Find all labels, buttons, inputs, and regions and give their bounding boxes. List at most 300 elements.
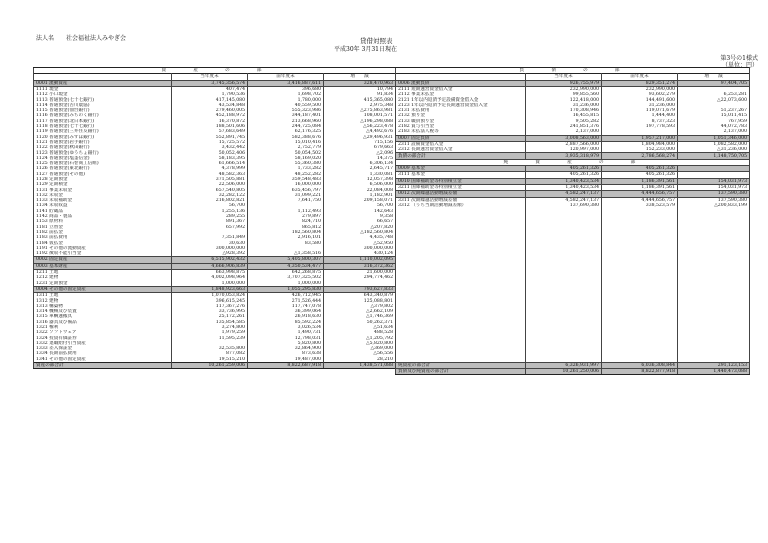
row-current: 417,145,080 <box>172 97 248 102</box>
row-prior: 8,737,323 <box>602 119 678 124</box>
row-prior: 31,236,000 <box>602 103 678 108</box>
row-label: 0010 国庫補助金等特別積立金 <box>396 178 526 184</box>
row-change: △1,746,369 <box>324 314 396 319</box>
total-current: 10,261,250,006 <box>526 369 602 375</box>
row-prior: 4,444,656,757 <box>602 197 678 203</box>
row-change: △4,492,676 <box>324 129 396 134</box>
row-prior: 1,733,282 <box>248 166 324 171</box>
row-change: △379,802 <box>324 304 396 309</box>
row-prior: 1,112,493 <box>248 209 324 214</box>
row-current: 2,137,000 <box>526 129 602 135</box>
row-prior: 824,710 <box>248 219 324 224</box>
row-label: 1332 退職給付引当資産 <box>34 341 172 346</box>
row-label: 2312 長期運営資金借入金 <box>396 147 526 153</box>
row-change: 9,358 <box>324 214 396 219</box>
total-change: 1,440,473,088 <box>678 369 750 375</box>
row-label: 2112 事業未払金 <box>396 92 526 97</box>
row-prior: 1,055,295,830 <box>248 286 324 292</box>
row-change: 125,088,801 <box>324 298 396 303</box>
row-change: △2,662,109 <box>324 309 396 314</box>
row-prior: 7,641,750 <box>248 198 324 203</box>
row-prior: 865,812 <box>248 225 324 230</box>
net-assets-title: 純 資 産 の 部 <box>396 159 750 165</box>
row-label: 0009 基本金 <box>396 166 526 172</box>
row-change: △22,073,600 <box>678 97 750 102</box>
row-current: 120,997,000 <box>526 147 602 153</box>
row-change: △182,560,804 <box>324 230 396 235</box>
row-current: 300,000,000 <box>172 246 248 251</box>
row-prior: 15,010,416 <box>248 140 324 145</box>
row-current: 25,172,261 <box>172 314 248 319</box>
row-current: 657,992 <box>172 225 248 230</box>
row-prior: △1,358,516 <box>248 251 324 257</box>
row-change: 6,306,134 <box>324 161 396 166</box>
row-label: 3111 基本金 <box>396 172 526 178</box>
row-current: 1,848,923,663 <box>172 286 248 292</box>
row-change: 430,124 <box>324 251 396 257</box>
row-prior: 3,026,534 <box>248 325 324 330</box>
row-current: 4,378,999 <box>172 166 248 171</box>
row-change: 1,110,002,095 <box>324 257 396 263</box>
row-current: 43,534,848 <box>172 103 248 108</box>
row-change: △369,000 <box>324 346 396 351</box>
row-label: 1231 定期預金 <box>34 281 172 287</box>
total-current: 6,326,931,997 <box>526 362 602 368</box>
row-label: 1212 建物 <box>34 275 172 280</box>
row-current: 926,755,979 <box>526 80 602 86</box>
total-label: 負債及び純資産の部合計 <box>396 369 526 375</box>
corp-name: 法人名 社会福祉法人みやぎ会 <box>36 35 127 42</box>
row-change: 316,372,362 <box>324 263 396 269</box>
row-change: △2,096 <box>324 150 396 155</box>
liab-net-total-row <box>396 369 750 375</box>
row-current: 19,515,210 <box>172 357 248 363</box>
row-prior: 26,918,630 <box>248 314 324 319</box>
row-prior: 85,592,224 <box>248 320 324 325</box>
row-prior: 62,176,325 <box>248 129 324 134</box>
row-current: 216,802,821 <box>172 198 248 203</box>
row-label: 1126 普通預金(東北銀行) <box>34 166 172 171</box>
row-change: 793,627,833 <box>324 286 396 292</box>
row-current: 122,418,000 <box>526 97 602 102</box>
row-label: 0012 次期繰越活動増減差額 <box>396 191 526 197</box>
row-prior: 3,707,325,502 <box>248 275 324 280</box>
row-prior: 3,416,887,611 <box>248 80 324 86</box>
row-prior: 1,698,702 <box>248 92 324 97</box>
row-change: 14,375 <box>324 156 396 161</box>
row-current: 3,274,800 <box>172 325 248 330</box>
row-prior: 36,399,064 <box>248 309 324 314</box>
row-label: 1113 普通預金(七十七銀行) <box>34 97 172 102</box>
row-current: 1,790,536 <box>172 92 248 97</box>
row-current: 4,002,098,964 <box>172 275 248 280</box>
col-header-change: 増 減 <box>678 74 750 80</box>
row-change: △200,833,199 <box>678 203 750 208</box>
row-label: 3211 国庫補助金等特別積立金 <box>396 184 526 190</box>
row-current: 232,990,000 <box>526 86 602 92</box>
row-change: 1,051,346,000 <box>678 135 750 141</box>
row-change: 2,645,717 <box>324 166 396 171</box>
row-change: 15,011,415 <box>678 113 750 118</box>
row-change: 91,834 <box>324 92 396 97</box>
row-current: 289,255 <box>172 214 248 219</box>
row-label: 1112 小口現金 <box>34 92 172 97</box>
total-change: 1,438,571,088 <box>324 363 396 369</box>
row-prior: 1,780,000 <box>248 97 324 102</box>
row-current: 56,700 <box>172 203 248 208</box>
row-change: 56,700 <box>324 203 396 208</box>
row-label: 1142 商品・製品 <box>34 214 172 219</box>
row-prior: 829,351,274 <box>602 80 678 86</box>
row-current: 32,535,800 <box>172 346 248 351</box>
row-current: 137,690,380 <box>526 203 602 208</box>
liab-title: 負 債 の 部 <box>396 68 750 74</box>
row-current: 1,000,000 <box>172 281 248 287</box>
row-prior: 359,548,483 <box>248 177 324 182</box>
row-prior: 1,804,984,000 <box>602 141 678 147</box>
row-prior: 426,712,945 <box>248 293 324 299</box>
row-current: 407,474 <box>172 86 248 92</box>
row-label: 1123 普通預金(ゆうちょ銀行) <box>34 150 172 155</box>
row-label: 1315 車輌運搬具 <box>34 314 172 319</box>
row-label: 1121 普通預金(岩手銀行) <box>34 140 172 145</box>
row-current: 30,630 <box>172 241 248 246</box>
row-change: 415,365,080 <box>324 97 396 102</box>
row-label: 0006 流動負債 <box>396 80 526 86</box>
row-change: 50,262,371 <box>324 320 396 325</box>
row-prior: 5,820,800 <box>248 341 324 346</box>
row-current: 1,340,423,534 <box>526 184 602 190</box>
row-prior: 50,054,502 <box>248 150 324 155</box>
row-change: 767,959 <box>678 119 750 124</box>
row-prior: 32,864,900 <box>248 346 324 351</box>
row-label: 1118 普通預金(七十七銀行) <box>34 124 172 129</box>
col-header-current: 当年度末 <box>172 74 248 80</box>
row-current: 891,367 <box>172 219 248 224</box>
row-label: 2311 設備資金借入金 <box>396 141 526 147</box>
row-change: 137,590,380 <box>678 197 750 203</box>
row-current: 3,008,563,000 <box>526 135 602 141</box>
row-current: 663,998,875 <box>172 269 248 275</box>
row-current: 61,666,514 <box>172 161 248 166</box>
row-current: 11,595,239 <box>172 336 248 341</box>
row-prior: 338,523,579 <box>602 203 678 208</box>
row-change: 209,158,071 <box>324 198 396 203</box>
row-label: 1314 機械及び装置 <box>34 309 172 314</box>
row-current: 877,082 <box>172 351 248 356</box>
row-change: 679,663 <box>324 145 396 150</box>
assets-table <box>33 67 396 369</box>
row-current: 4,666,906,839 <box>172 263 248 269</box>
row-prior: 635,456,797 <box>248 188 324 193</box>
row-current: 33,736,995 <box>172 309 248 314</box>
row-label: 0002 固定資産 <box>34 257 172 263</box>
row-label: 1131 事業未収金 <box>34 188 172 193</box>
row-label: 1324 投資有価証券 <box>34 336 172 341</box>
row-label: 1133 未収補助金 <box>34 198 172 203</box>
row-current: 188,501,606 <box>172 124 248 129</box>
row-label: 2123 1年以内返済予定長期運営資金借入金 <box>396 103 526 108</box>
row-prior: 1,186,391,561 <box>602 178 678 184</box>
row-current: 16,370,872 <box>172 119 248 124</box>
row-label: 2132 預り金 <box>396 113 526 118</box>
row-change: △5,820,800 <box>324 341 396 346</box>
row-label: 0004 その他の固定資産 <box>34 286 172 292</box>
row-current: 1,340,423,534 <box>526 178 602 184</box>
row-prior: 5,405,800,307 <box>248 257 324 263</box>
row-current: 657,540,805 <box>172 188 248 193</box>
row-change: △1,205,792 <box>324 336 396 341</box>
row-prior: 93,602,279 <box>602 92 678 97</box>
row-change: 328,470,963 <box>324 80 396 86</box>
row-current: 1,255,136 <box>172 209 248 214</box>
row-current: 1,979,259 <box>172 330 248 335</box>
total-prior: 6,036,308,844 <box>602 362 678 368</box>
row-change: 1,182,901 <box>324 193 396 198</box>
row-label: 1132 未収金 <box>34 193 172 198</box>
row-current: 117,367,276 <box>172 304 248 309</box>
row-label: 1182 前払金 <box>34 230 172 235</box>
row-prior: 232,990,000 <box>602 86 678 92</box>
row-change: 154,031,973 <box>678 184 750 190</box>
row-label: 2111 短期運営資金借入金 <box>396 86 526 92</box>
row-label: 1114 普通預金(古川農協) <box>34 103 172 108</box>
row-current: 3,745,356,574 <box>172 80 248 86</box>
row-change: 44,072,783 <box>678 124 750 129</box>
row-label: 1313 構築物 <box>34 304 172 309</box>
row-label: 2133 職員預り金 <box>396 119 526 124</box>
row-label: 1184 仮払金 <box>34 241 172 246</box>
row-prior: 1,957,217,000 <box>602 135 678 141</box>
row-label: 2131 未払費用 <box>396 108 526 113</box>
row-prior: 83,580 <box>248 241 324 246</box>
row-change: △31,236,000 <box>678 147 750 153</box>
row-prior: 279,897 <box>248 214 324 219</box>
row-label: 1316 器具及び備品 <box>34 320 172 325</box>
page-title: 貸借対照表 <box>360 37 393 45</box>
row-prior: 16,000,000 <box>248 182 324 187</box>
row-current: 4,582,247,137 <box>526 191 602 197</box>
row-label: 0003 基本財産 <box>34 263 172 269</box>
row-change: 12,057,398 <box>324 177 396 182</box>
row-prior: 642,268,875 <box>248 269 324 275</box>
row-current: 57,683,649 <box>172 129 248 134</box>
row-current: 7,351,849 <box>172 235 248 240</box>
row-label: 1119 普通預金(三井住友銀行) <box>34 129 172 134</box>
row-current: 99,855,560 <box>526 92 602 97</box>
row-current: 552,891,745 <box>172 135 248 140</box>
row-label: 1129 定期積金 <box>34 182 172 187</box>
row-change: △207,820 <box>324 225 396 230</box>
row-prior: 58,169,020 <box>248 156 324 161</box>
row-label: 1311 土地 <box>34 293 172 299</box>
row-prior: 2,752,779 <box>248 145 324 150</box>
row-current: 31,236,000 <box>526 103 602 108</box>
row-label: 1341 その他の固定資産 <box>34 357 172 363</box>
row-change: 66,657 <box>324 219 396 224</box>
row-change: △52,950 <box>324 241 396 246</box>
row-prior: 182,560,804 <box>248 230 324 235</box>
row-label: 1128 定期預金 <box>34 177 172 182</box>
row-change: △29,496,931 <box>324 135 396 140</box>
row-label: 1141 貯蔵品 <box>34 209 172 214</box>
row-current: 170,308,946 <box>526 108 602 113</box>
row-prior: 1,444,400 <box>602 113 678 118</box>
liabilities-table <box>395 67 750 375</box>
row-prior: 31,099,221 <box>248 193 324 198</box>
row-change: △275,863,981 <box>324 108 396 113</box>
row-change: 28,210 <box>324 357 396 363</box>
row-prior: 197,778,593 <box>602 124 678 129</box>
row-label: 1312 建物 <box>34 298 172 303</box>
unit-label: （単位：円） <box>721 62 758 69</box>
total-change: 291,123,153 <box>678 362 750 368</box>
row-prior: 12,798,031 <box>248 336 324 341</box>
row-current: 48,582,363 <box>172 172 248 177</box>
col-header-prior: 前年度末 <box>248 74 324 80</box>
row-label: 1120 普通預金(みずほ銀行) <box>34 135 172 140</box>
row-current: 3,935,318,979 <box>526 153 602 159</box>
row-change: 294,774,462 <box>324 275 396 280</box>
assets-total-row <box>34 363 396 369</box>
row-change: 22,084,008 <box>324 188 396 193</box>
row-prior: 119,071,679 <box>602 108 678 113</box>
row-change: 643,340,879 <box>324 293 396 299</box>
row-change: 2,975,348 <box>324 103 396 108</box>
row-current: 15,725,572 <box>172 140 248 145</box>
row-prior: 344,187,401 <box>248 113 324 118</box>
row-current: 9,505,282 <box>526 119 602 124</box>
row-label: 1124 普通預金(塩釜信金) <box>34 156 172 161</box>
row-prior: 555,323,986 <box>248 108 324 113</box>
row-prior: 2,786,568,274 <box>602 153 678 159</box>
row-label: 3312 （うち当期活動増減差額） <box>396 203 526 208</box>
row-current: 396,615,245 <box>172 298 248 303</box>
row-label: 3311 次期繰越活動増減差額 <box>396 197 526 203</box>
row-change: 1,148,750,705 <box>678 153 750 159</box>
row-prior: 55,360,380 <box>248 161 324 166</box>
row-change: 1,330,081 <box>324 172 396 177</box>
row-prior: 4,444,656,757 <box>602 191 678 197</box>
total-prior: 8,822,687,918 <box>248 363 324 369</box>
row-change: 6,253,281 <box>678 92 750 97</box>
row-label: 1191 その他の流動資産 <box>34 246 172 251</box>
row-prior: 1,490,731 <box>248 330 324 335</box>
row-label: 1122 普通預金(秋田銀行) <box>34 145 172 150</box>
row-label: 2182 賞与引当金 <box>396 124 526 129</box>
total-current: 10,261,259,006 <box>172 363 248 369</box>
row-label: 1115 普通預金(仙台銀行) <box>34 108 172 113</box>
row-current: 22,506,000 <box>172 182 248 187</box>
row-change: 300,000,000 <box>324 246 396 251</box>
row-change: 142,643 <box>324 209 396 214</box>
row-label: 1153 原材料 <box>34 219 172 224</box>
row-current: △928,392 <box>172 251 248 257</box>
row-label: 0001 流動資産 <box>34 80 172 86</box>
row-prior: 152,233,000 <box>602 147 678 153</box>
row-current: 50,052,406 <box>172 150 248 155</box>
row-change: 137,590,380 <box>678 191 750 197</box>
row-label: 1211 土地 <box>34 269 172 275</box>
row-prior: 117,747,078 <box>248 304 324 309</box>
row-prior: 144,491,600 <box>602 97 678 102</box>
row-current: 241,851,376 <box>526 124 602 129</box>
row-current: 32,282,122 <box>172 193 248 198</box>
row-prior: 396,680 <box>248 86 324 92</box>
row-label: 1333 差入保証金 <box>34 346 172 351</box>
row-current: 452,188,972 <box>172 113 248 118</box>
row-current: 1,070,053,824 <box>172 293 248 299</box>
row-current: 371,505,881 <box>172 177 248 182</box>
row-change: 108,001,571 <box>324 113 396 118</box>
row-change: 4,435,748 <box>324 235 396 240</box>
row-prior: 1,000,000 <box>248 281 324 287</box>
row-label: 1322 ソフトウェア <box>34 330 172 335</box>
row-current: 6,515,902,432 <box>172 257 248 263</box>
form-number: 第3号の1様式 <box>720 55 758 62</box>
row-change: 154,031,973 <box>678 178 750 184</box>
total-label: 資産の部合計 <box>34 363 172 369</box>
row-change: 2,137,000 <box>678 129 750 135</box>
col-header-current: 当年度末 <box>526 74 602 80</box>
row-prior: 873,638 <box>248 351 324 356</box>
col-header-change: 増 減 <box>324 74 396 80</box>
row-change: 488,528 <box>324 330 396 335</box>
row-prior: 271,526,444 <box>248 298 324 303</box>
total-label: 純資産の部合計 <box>396 362 526 368</box>
row-prior: 19,487,000 <box>248 357 324 363</box>
row-label: 1127 普通預金(その他) <box>34 172 172 177</box>
row-change: 21,600,000 <box>324 269 396 275</box>
row-change: 10,794 <box>324 86 396 92</box>
row-label: 1181 立替金 <box>34 225 172 230</box>
row-label: 1183 前払費用 <box>34 235 172 240</box>
row-label: 0007 固定負債 <box>396 135 526 141</box>
row-current: 58,183,395 <box>172 156 248 161</box>
row-change: △56,223,478 <box>324 124 396 129</box>
row-current: 135,854,585 <box>172 320 248 325</box>
row-change: 1,082,582,000 <box>678 141 750 147</box>
row-label: 2121 1年以内返済予定設備資金借入金 <box>396 97 526 102</box>
row-label: 負債の部合計 <box>396 153 526 159</box>
row-current: 405,261,326 <box>526 166 602 172</box>
row-prior: 582,388,676 <box>248 135 324 140</box>
row-change: 97,404,705 <box>678 80 750 86</box>
row-prior: 1,186,391,561 <box>602 184 678 190</box>
row-label: 1111 現金 <box>34 86 172 92</box>
total-prior: 8,822,877,918 <box>602 369 678 375</box>
row-label: 1334 長期前払費用 <box>34 351 172 356</box>
report-date: 平成30年 3月31日現在 <box>334 46 397 53</box>
row-change: △56,556 <box>324 351 396 356</box>
row-change: △196,298,088 <box>324 119 396 124</box>
row-change: 715,156 <box>324 140 396 145</box>
row-prior: 48,252,282 <box>248 172 324 177</box>
row-label: 1125 普通預金(石巻商工信組) <box>34 161 172 166</box>
row-current: 16,455,815 <box>526 113 602 118</box>
row-prior: 244,725,084 <box>248 124 324 129</box>
row-label: 2183 未払法人税等 <box>396 129 526 135</box>
row-label: 1116 普通預金(みちのく銀行) <box>34 113 172 118</box>
col-header-prior: 前年度末 <box>602 74 678 80</box>
row-change: 51,237,267 <box>678 108 750 113</box>
row-change: △51,634 <box>324 325 396 330</box>
assets-title: 資 産 の 部 <box>34 68 396 74</box>
row-current: 2,887,566,000 <box>526 141 602 147</box>
row-prior: 405,261,326 <box>602 166 678 172</box>
row-current: 405,261,326 <box>526 172 602 178</box>
row-current: 279,460,005 <box>172 108 248 113</box>
